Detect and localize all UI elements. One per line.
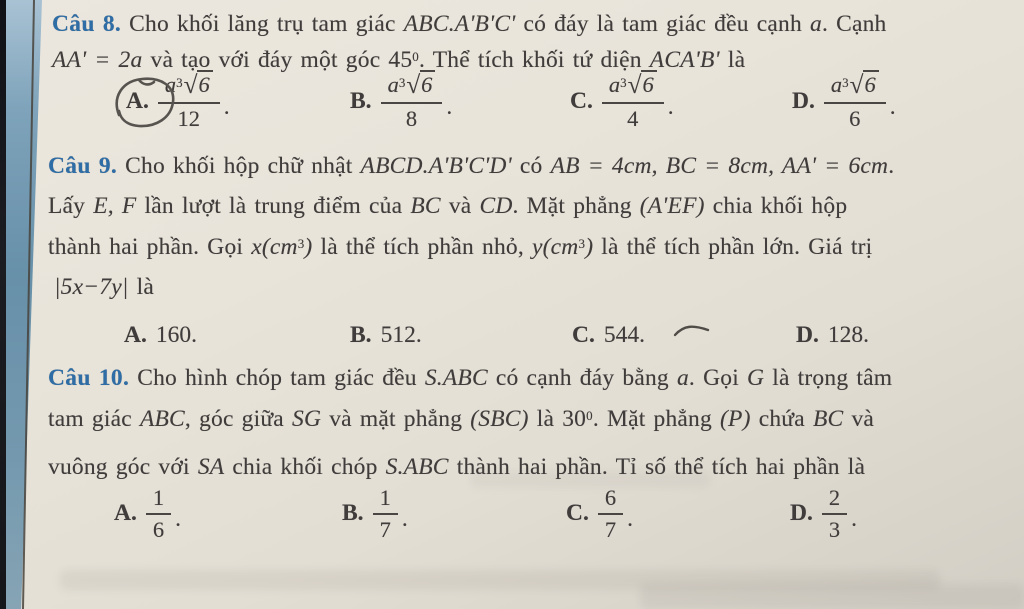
question-number: Câu 10. [48, 365, 130, 391]
option-period: . [401, 506, 408, 533]
radicand: 6 [863, 70, 878, 97]
option-a [126, 72, 230, 131]
body-text: 0 [412, 49, 419, 64]
body-text: và mặt phẳng [321, 406, 471, 432]
option-value: 512. [380, 322, 422, 348]
body-text: thành hai phần. Gọi [48, 234, 252, 260]
math-text: (A'EF) [639, 193, 705, 219]
math-text: SA [197, 454, 225, 480]
option-period: . [889, 93, 896, 120]
option-period: . [851, 506, 857, 533]
body-text: có cạnh đáy bằng [487, 365, 677, 391]
option-period: . [627, 506, 633, 533]
coefficient: $a^3$ [387, 72, 406, 97]
body-text: 0 [586, 408, 593, 423]
math-text: (P) [720, 406, 751, 432]
question-text-line [54, 271, 154, 303]
radicand: 6 [641, 70, 656, 97]
option-value: 128. [827, 322, 869, 348]
fraction-numerator: 1 [373, 486, 398, 515]
option-label: B. [350, 322, 372, 348]
option-c [570, 72, 674, 131]
fraction-numerator [602, 72, 664, 104]
option-c [566, 486, 633, 542]
question-number: Câu 9. [48, 153, 118, 179]
body-text: chứa [750, 406, 813, 432]
body-text: là [128, 274, 154, 300]
body-text: tam giác [48, 406, 140, 432]
option-period: . [667, 93, 674, 120]
math-text: a [676, 365, 689, 391]
math-text: AA' = 2a [52, 47, 143, 73]
question-text-line [48, 231, 872, 263]
body-text: có [511, 153, 551, 179]
math-text: G [747, 365, 765, 391]
math-text: x(cm [251, 234, 298, 260]
radicand: 6 [420, 70, 435, 97]
fraction-value [158, 72, 220, 131]
option-label: A. [126, 88, 149, 115]
fraction-value [146, 486, 171, 542]
fraction-numerator [158, 72, 220, 104]
fraction-denominator: 7 [379, 516, 391, 542]
option-d [792, 72, 896, 131]
body-text: lần lượt là trung điểm của [136, 193, 411, 219]
math-text: ABCD.A'B'C'D' [360, 153, 512, 179]
fraction-value [824, 72, 886, 131]
fraction-denominator: 8 [405, 105, 418, 131]
option-d [790, 486, 857, 542]
body-text: thành hai phần. Tỉ số thể tích hai phần là [448, 454, 866, 480]
body-text: là thể tích phần nhỏ, [312, 234, 533, 260]
math-text: ABC.A'B'C' [403, 11, 516, 37]
body-text: , góc giữa [184, 406, 292, 432]
option-period: . [223, 93, 230, 120]
body-text: là trọng tâm [764, 365, 893, 391]
fraction-denominator: 3 [828, 516, 841, 542]
exponent: 3 [398, 75, 406, 90]
fraction-numerator [824, 72, 886, 104]
fraction-value [822, 486, 847, 542]
option-c [572, 322, 711, 349]
fraction-value [598, 486, 623, 542]
radical-icon: √ [406, 72, 421, 99]
exponent: 3 [620, 75, 627, 90]
option-label: D. [790, 500, 813, 527]
option-label: D. [796, 322, 819, 348]
question-text-line [52, 8, 887, 40]
body-text: 3 [297, 236, 305, 251]
option-value: 160. [155, 322, 197, 348]
body-text: . Thể tích khối tứ diện [419, 47, 650, 73]
option-b [350, 322, 422, 349]
radical-icon: √ [183, 72, 198, 99]
question-text-line [48, 403, 874, 435]
math-text: (SBC) [470, 406, 529, 432]
option-label: B. [342, 500, 364, 527]
math-text: S.ABC [385, 454, 449, 480]
pen-tick-annotation-icon [673, 322, 711, 338]
fraction-numerator [381, 72, 443, 104]
question-text-line [48, 451, 865, 483]
body-text: vuông góc với [48, 454, 198, 480]
question-number: Câu 8. [52, 11, 122, 37]
fraction-value [602, 72, 664, 131]
fraction-numerator: 2 [822, 486, 847, 515]
math-text: ACA'B' [649, 47, 720, 73]
body-text: . Mặt phẳng [592, 406, 721, 432]
body-text: chia khối chóp [224, 454, 386, 480]
question-text-line [48, 190, 847, 222]
body-text: có đáy là tam giác đều cạnh [515, 11, 810, 37]
math-text: CD [479, 193, 513, 219]
math-text: S.ABC [424, 365, 488, 391]
math-text: SG [292, 406, 322, 432]
question-text-line [48, 362, 892, 394]
math-text: E, F [93, 193, 137, 219]
radicand: 6 [197, 70, 212, 97]
option-period: . [446, 93, 453, 120]
body-text: và tạo với đáy một góc 45 [142, 47, 413, 73]
body-text: Cho hình chóp tam giác đều [129, 365, 425, 391]
body-text: là thể tích phần lớn. Giá trị [593, 234, 873, 260]
option-d [796, 322, 869, 349]
body-text: Cho khối hộp chữ nhật [117, 153, 361, 179]
body-text: . Mặt phẳng [512, 193, 640, 219]
option-period: . [175, 506, 181, 533]
fraction-denominator: 12 [177, 105, 201, 131]
math-text: ) [304, 234, 313, 260]
fraction-value [373, 486, 398, 542]
fraction-numerator: 1 [146, 486, 171, 515]
body-text: Cho khối lăng trụ tam giác [121, 11, 404, 37]
fraction-value [381, 72, 443, 131]
body-text: và [843, 406, 875, 432]
fraction-denominator: 4 [627, 105, 639, 131]
coefficient: $a^3$ [164, 72, 183, 97]
body-text: là [719, 47, 746, 73]
bleed-through-smudge [640, 584, 1024, 609]
exponent: 3 [176, 75, 183, 90]
math-text: a [810, 11, 822, 37]
math-text: BC [812, 406, 844, 432]
book-spine-blue [6, 0, 42, 609]
radical-icon: √ [627, 72, 642, 99]
exponent: 3 [842, 75, 849, 90]
fraction-numerator: 6 [598, 486, 623, 515]
body-text: Lấy [48, 193, 94, 219]
option-label: D. [792, 87, 815, 114]
option-label: C. [566, 500, 589, 527]
coefficient: $a^3$ [608, 72, 627, 97]
option-label: C. [570, 87, 593, 114]
fraction-denominator: 7 [604, 516, 617, 542]
body-text: . Gọi [688, 365, 747, 391]
body-text: là 30 [528, 406, 587, 432]
option-a [124, 322, 197, 349]
option-b [342, 486, 408, 542]
option-label: C. [572, 322, 595, 348]
body-text: . Cạnh [821, 11, 887, 37]
body-text: chia khối hộp [704, 193, 848, 219]
fraction-denominator: 6 [849, 105, 861, 131]
body-text: 3 [578, 236, 586, 251]
option-a [114, 486, 181, 542]
math-text: BC [410, 193, 441, 219]
radical-icon: √ [849, 72, 864, 99]
option-label: A. [124, 322, 147, 348]
math-text: y(cm [532, 234, 579, 260]
coefficient: $a^3$ [830, 72, 849, 97]
option-b [350, 72, 452, 131]
fraction-denominator: 6 [152, 516, 165, 542]
body-text: và [440, 193, 480, 219]
math-text: |5x−7y| [54, 274, 129, 300]
math-text: ) [585, 234, 594, 260]
math-text: AB = 4cm, BC = 8cm, AA' = 6cm [550, 153, 889, 179]
option-label: A. [114, 500, 137, 527]
option-value: 544. [603, 322, 645, 348]
math-text: ABC [139, 406, 185, 432]
body-text: . [888, 153, 895, 179]
question-text-line [48, 150, 894, 182]
option-label: B. [350, 87, 372, 114]
